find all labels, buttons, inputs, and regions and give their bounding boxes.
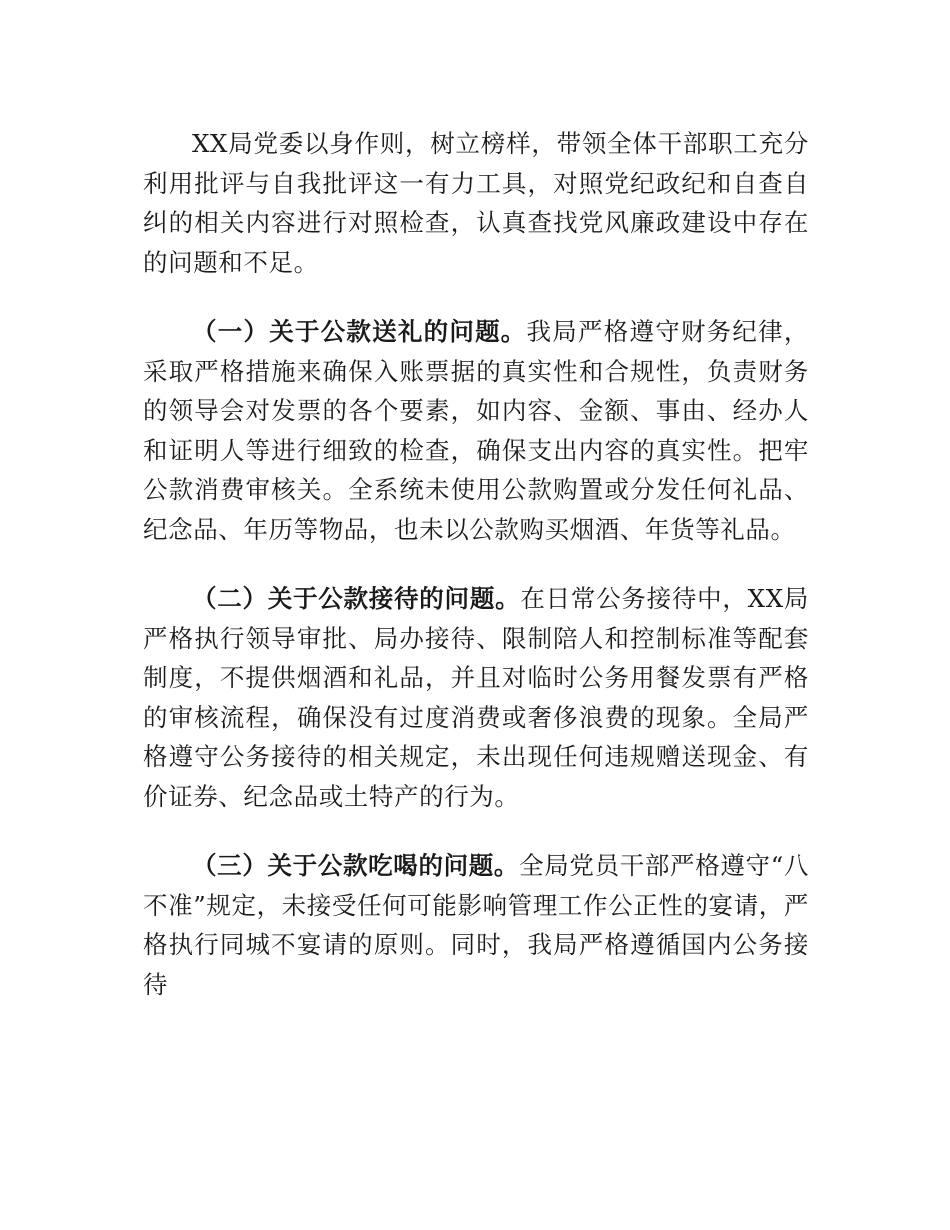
intro-paragraph [143,124,809,282]
section-3-paragraph [143,846,809,1004]
section-1-heading: （一）关于公款送礼的问题。 [192,317,527,346]
section-2-text: 在日常公务接待中，XX局严格执行领导审批、局办接待、限制陪人和控制标准等配套制度，不提供烟酒和礼品，并且对临时公务用餐发票有严格的审核流程，确保没有过度消费或奢侈浪费的现象。全局严格遵守公务接待的相关规定，未出现任何违规赠送现金、有价证券、纪念品或土特产的行为。 [143,584,809,811]
section-2-heading: （二）关于公款接待的问题。 [192,584,521,613]
section-3-text: 全局党员干部严格遵守“八不准”规定，未接受任何可能影响管理工作公正性的宴请，严格执行同城不宴请的原则。同时，我局严格遵循国内公务接待 [143,851,809,999]
section-2-paragraph [143,579,809,816]
paragraph-text: XX局党委以身作则，树立榜样，带领全体干部职工充分利用批评与自我批评这一有力工具，对照党纪政纪和自查自纠的相关内容进行对照检查，认真查找党风廉政建设中存在的问题和不足。 [143,129,809,277]
document-page [143,124,809,1004]
section-3-heading: （三）关于公款吃喝的问题。 [192,851,520,880]
section-1-paragraph [143,312,809,549]
section-1-text: 我局严格遵守财务纪律，采取严格措施来确保入账票据的真实性和合规性，负责财务的领导会对发票的各个要素，如内容、金额、事由、经办人和证明人等进行细致的检查，确保支出内容的真实性。把牢公款消费审核关。全系统未使用公款购置或分发任何礼品、纪念品、年历等物品，也未以公款购买烟酒、年货等礼品。 [143,317,809,544]
